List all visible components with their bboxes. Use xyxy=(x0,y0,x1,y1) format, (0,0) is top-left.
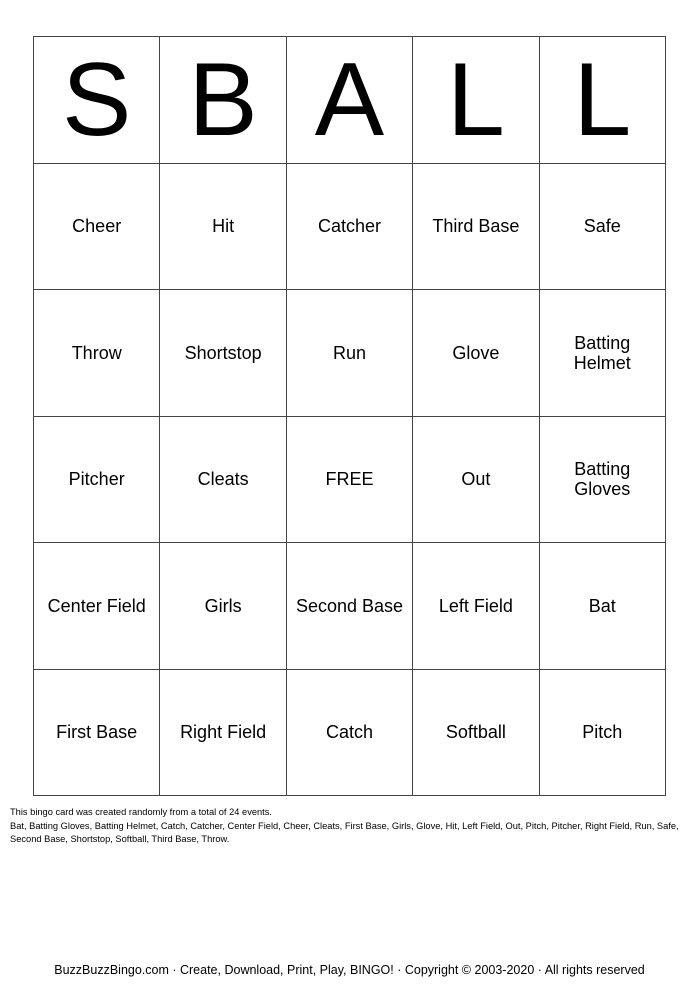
card-note xyxy=(10,806,695,847)
bingo-cell: Left Field xyxy=(413,543,539,670)
bingo-cell: Cleats xyxy=(160,417,286,544)
bingo-cell: Glove xyxy=(413,290,539,417)
bingo-cell: Batting Gloves xyxy=(540,417,666,544)
bingo-cell: FREE xyxy=(287,417,413,544)
bingo-cell: Shortstop xyxy=(160,290,286,417)
bingo-cell: Bat xyxy=(540,543,666,670)
bingo-cell: Safe xyxy=(540,164,666,291)
header-letter: B xyxy=(160,37,286,164)
header-letter: L xyxy=(413,37,539,164)
bingo-cell: Third Base xyxy=(413,164,539,291)
header-letter: S xyxy=(34,37,160,164)
bingo-cell: Girls xyxy=(160,543,286,670)
bingo-cell: Pitcher xyxy=(34,417,160,544)
bingo-cell: Run xyxy=(287,290,413,417)
bingo-cell: Pitch xyxy=(540,670,666,797)
bingo-cell: Catcher xyxy=(287,164,413,291)
bingo-cell: Hit xyxy=(160,164,286,291)
header-letter: A xyxy=(287,37,413,164)
bingo-cell: Out xyxy=(413,417,539,544)
bingo-cell: Right Field xyxy=(160,670,286,797)
footer: BuzzBuzzBingo.com · Create, Download, Print, Play, BINGO! · Copyright © 2003-2020 · All rights reserved xyxy=(54,963,645,977)
bingo-cell: Center Field xyxy=(34,543,160,670)
note-event-list: Bat, Batting Gloves, Batting Helmet, Catch, Catcher, Center Field, Cheer, Cleats, First Base, Girls, Glove, Hit, Left Field, Out, Pitch, Pitcher, Right Field, Run, Safe, Second Base, Shortstop, Softball, Third Base, Throw. xyxy=(10,820,679,844)
note-summary: This bingo card was created randomly from a total of 24 events. xyxy=(10,807,272,817)
bingo-cell: Catch xyxy=(287,670,413,797)
bingo-card xyxy=(33,36,666,796)
header-letter: L xyxy=(540,37,666,164)
bingo-cell: Cheer xyxy=(34,164,160,291)
bingo-cell: Second Base xyxy=(287,543,413,670)
bingo-cell: Batting Helmet xyxy=(540,290,666,417)
bingo-cell: Throw xyxy=(34,290,160,417)
bingo-cell: First Base xyxy=(34,670,160,797)
bingo-cell: Softball xyxy=(413,670,539,797)
